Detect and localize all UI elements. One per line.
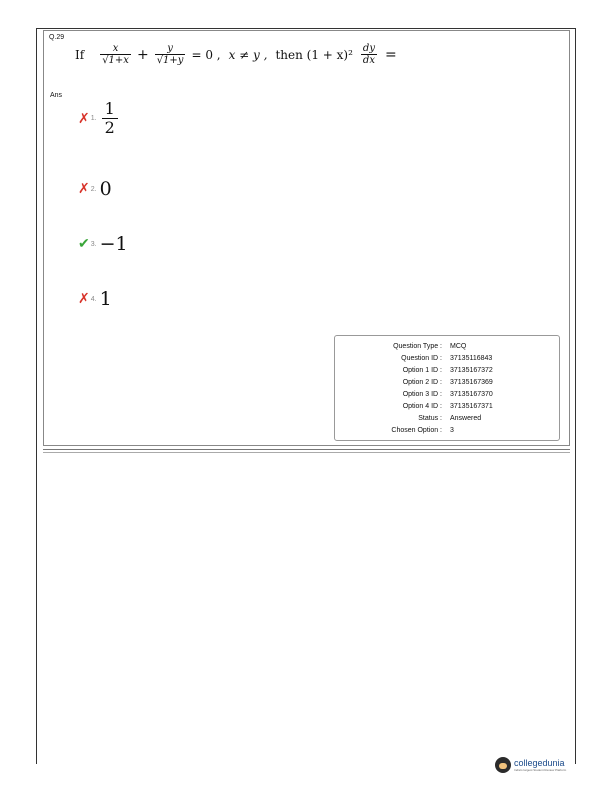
option-1[interactable]	[78, 100, 120, 137]
option-1-fraction	[102, 100, 118, 137]
fraction-y	[155, 43, 186, 67]
derivative	[359, 43, 379, 67]
question-prefix: If	[75, 48, 85, 62]
check-icon: ✔	[78, 236, 90, 252]
answer-label: Ans	[50, 92, 63, 99]
option-1-numerator: 1	[104, 99, 115, 118]
option-3-value: −1	[99, 233, 128, 255]
logo-text	[511, 758, 566, 772]
option-number: 4.	[90, 295, 97, 303]
fraction-y-denominator: √1+y	[156, 55, 184, 66]
then-expression: then (1 + x)²	[275, 48, 353, 62]
cross-icon: ✗	[78, 291, 90, 307]
plus-sign: +	[136, 47, 149, 63]
option-4[interactable]	[78, 288, 112, 310]
fraction-y-numerator: y	[167, 43, 173, 54]
option-3[interactable]	[78, 233, 128, 255]
derivative-numerator: dy	[362, 43, 375, 54]
divider	[43, 449, 570, 450]
option-number: 1.	[90, 115, 97, 122]
fraction-x-numerator: x	[112, 43, 119, 54]
fraction-x	[100, 43, 131, 67]
cross-icon: ✗	[78, 181, 90, 197]
collegedunia-logo	[495, 757, 566, 773]
logo-tagline: India's largest Student Review Platform	[514, 768, 567, 772]
equals-sign: =	[384, 47, 397, 63]
option-number: 3.	[90, 240, 97, 248]
equals-zero: = 0 ,	[191, 48, 221, 62]
condition: x ≠ y ,	[228, 48, 268, 62]
option-1-denominator: 2	[102, 118, 118, 137]
option-2[interactable]	[78, 178, 112, 200]
derivative-denominator: dx	[362, 55, 375, 66]
fraction-x-denominator: √1+x	[102, 55, 129, 66]
mascot-icon	[495, 757, 511, 773]
cross-icon: ✗	[78, 110, 90, 127]
question-meta-box: Question Type : MCQ Question ID : 37135116843 Option 1 ID : 37135167372 Option 2 ID : 37135167369 Option 3 ID : 37135167370 Option 4 ID : 37135167371 Status : Answered Chosen Option : 3	[334, 335, 560, 441]
divider-secondary	[43, 452, 570, 453]
question-number: Q.29	[49, 34, 65, 41]
option-4-value: 1	[99, 288, 112, 310]
logo-name: collegedunia	[514, 758, 565, 768]
question-text	[75, 43, 401, 67]
option-number: 2.	[90, 185, 97, 193]
option-2-value: 0	[99, 178, 112, 200]
